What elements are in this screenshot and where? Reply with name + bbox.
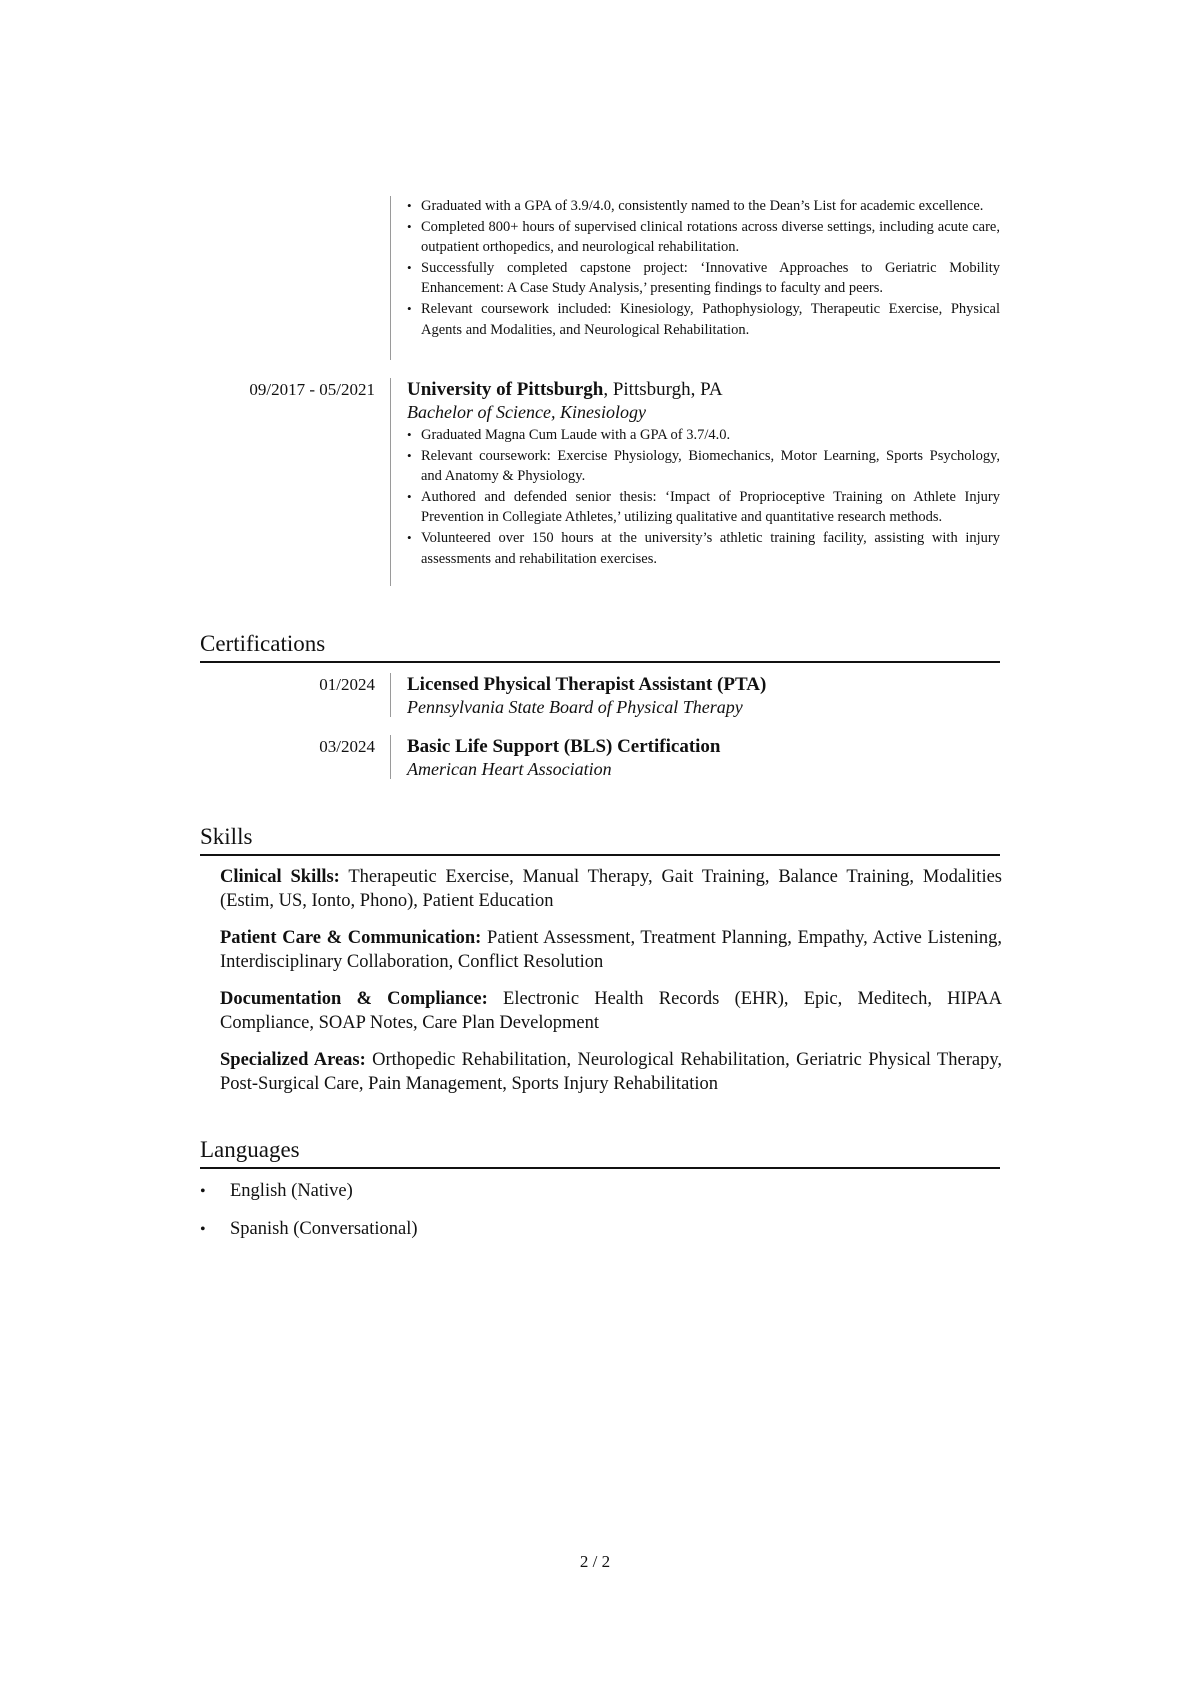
certification-name-text: Licensed Physical Therapist Assistant (PTA) (407, 674, 767, 695)
skill-group (220, 988, 1002, 1035)
bullet-item: • Authored and defended senior thesis: ‘Impact of Proprioceptive Training on Athlete Injury Prevention in Collegiate Athletes,’ utilizing qualitative and quantitative research methods. (407, 487, 1000, 528)
certification-entry (200, 735, 1000, 779)
section-title-skills: Skills (200, 823, 1000, 856)
skill-label: Clinical Skills: (220, 867, 340, 887)
entry-bullets (407, 425, 1000, 569)
education-entry (200, 196, 1000, 360)
certification-name-text: Basic Life Support (BLS) Certification (407, 736, 721, 757)
entry-date: 09/2017 - 05/2021 (249, 380, 375, 399)
skill-label: Specialized Areas: (220, 1050, 366, 1070)
entry-divider (390, 735, 391, 779)
certification-name (407, 735, 1000, 758)
education-entry (200, 378, 1000, 586)
skill-label: Patient Care & Communication: (220, 928, 482, 948)
entry-bullets (407, 196, 1000, 340)
language-item (200, 1180, 1000, 1203)
skill-text: Orthopedic Rehabilitation, Neurological Rehabilitation, Geriatric Physical Therapy, Post-Surgical Care, Pain Management, Sports Injury Rehabilitation (220, 1050, 1002, 1094)
entry-body (407, 673, 1000, 719)
certification-entry (200, 673, 1000, 717)
skill-group (220, 866, 1002, 913)
page-number: 2 / 2 (579, 1552, 611, 1571)
bullet-item: • Completed 800+ hours of supervised clinical rotations across diverse settings, including acute care, outpatient orthopedics, and neurological rehabilitation. (407, 217, 1000, 258)
entry-body (407, 196, 1000, 340)
skill-text: Electronic Health Records (EHR), Epic, Meditech, HIPAA Compliance, SOAP Notes, Care Plan Development (220, 989, 1002, 1033)
section-title-certifications: Certifications (200, 630, 1000, 663)
bullet-icon: • (200, 1221, 206, 1238)
degree: Bachelor of Science, Kinesiology (407, 402, 646, 422)
section-title-languages: Languages (200, 1136, 1000, 1169)
bullet-item: • Relevant coursework: Exercise Physiology, Biomechanics, Motor Learning, Sports Psychology, and Anatomy & Physiology. (407, 446, 1000, 487)
skill-text: Patient Assessment, Treatment Planning, Empathy, Active Listening, Interdisciplinary Collaboration, Conflict Resolution (220, 928, 1002, 972)
bullet-item: • Volunteered over 150 hours at the university’s athletic training facility, assisting with injury assessments and rehabilitation exercises. (407, 528, 1000, 569)
certification-name (407, 673, 1000, 696)
certification-issuer: American Heart Association (407, 759, 612, 779)
entry-title (407, 378, 1000, 401)
entry-body (407, 378, 1000, 569)
languages-list (200, 1180, 1000, 1256)
bullet-item: • Successfully completed capstone project: ‘Innovative Approaches to Geriatric Mobility Enhancement: A Case Study Analysis,’ presenting findings to faculty and peers. (407, 258, 1000, 299)
skill-text: Therapeutic Exercise, Manual Therapy, Gait Training, Balance Training, Modalities (Estim, US, Ionto, Phono), Patient Education (220, 867, 1003, 911)
entry-body (407, 735, 1000, 781)
certification-issuer: Pennsylvania State Board of Physical Therapy (407, 697, 743, 717)
skill-group (220, 1049, 1002, 1096)
skill-label: Documentation & Compliance: (220, 989, 488, 1009)
bullet-item: • Graduated with a GPA of 3.9/4.0, consistently named to the Dean’s List for academic excellence. (407, 196, 1000, 217)
language-text: English (Native) (230, 1181, 353, 1201)
bullet-icon: • (200, 1183, 206, 1200)
skill-group (220, 927, 1002, 974)
language-text: Spanish (Conversational) (230, 1219, 418, 1239)
institution-name: University of Pittsburgh (407, 379, 604, 400)
skills-list (220, 866, 1002, 1110)
entry-divider (390, 673, 391, 717)
entry-divider (390, 378, 391, 586)
entry-date: 03/2024 (319, 737, 375, 756)
language-item (200, 1218, 1000, 1241)
institution-location: , Pittsburgh, PA (603, 379, 723, 400)
bullet-item: • Graduated Magna Cum Laude with a GPA of 3.7/4.0. (407, 425, 1000, 446)
entry-divider (390, 196, 391, 360)
bullet-item: • Relevant coursework included: Kinesiology, Pathophysiology, Therapeutic Exercise, Physical Agents and Modalities, and Neurological Rehabilitation. (407, 299, 1000, 340)
entry-date: 01/2024 (319, 675, 375, 694)
